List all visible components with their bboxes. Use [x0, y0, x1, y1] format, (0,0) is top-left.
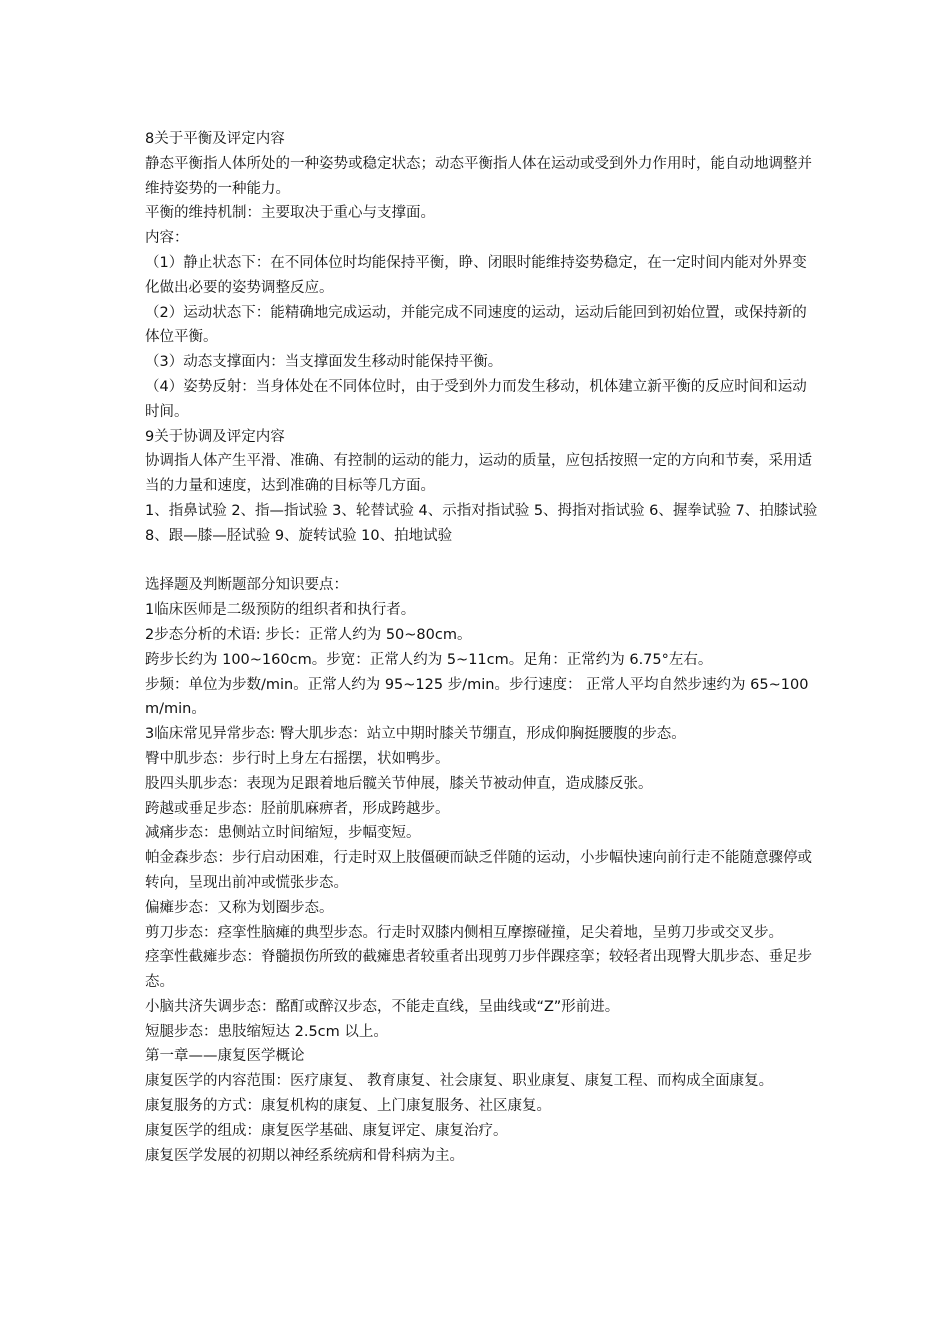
heading-balance: 8关于平衡及评定内容: [145, 131, 285, 147]
paragraph-ataxic-gait: 小脑共济失调步态：酩酊或醉汉步态，不能走直线，呈曲线或“Z”形前进。: [145, 998, 620, 1015]
paragraph-scissor-gait: 剪刀步态：痉挛性脑瘫的典型步态。行走时双膝内侧相互摩擦碰撞，足尖着地，呈剪刀步或交叉步。: [145, 924, 783, 941]
paragraph-coordination-tests: 1、指鼻试验 2、指—指试验 3、轮替试验 4、示指对指试验 5、拇指对指试验 6、握拳试验 7、拍膝试验 8、跟—膝—胫试验 9、旋转试验 10、拍地试验: [145, 502, 818, 544]
paragraph-point-1: 1临床医师是二级预防的组织者和执行者。: [145, 602, 416, 619]
list-item-dynamic-support: （3）动态支撑面内：当支撑面发生移动时能保持平衡。: [145, 354, 503, 371]
paragraph-point-3: 3临床常见异常步态: 臀大肌步态：站立中期时膝关节绷直，形成仰胸挺腰腹的步态。: [145, 726, 686, 743]
document-body: [145, 127, 820, 1168]
paragraph-cadence: 步频：单位为步数/min。正常人约为 95~125 步/min。步行速度： 正常人平均自然步速约为 65~100m/min。: [145, 676, 809, 718]
heading-key-points: 选择题及判断题部分知识要点：: [145, 577, 348, 594]
list-item-static: （1）静止状态下：在不同体位时均能保持平衡，睁、闭眼时能维持姿势稳定，在一定时间内能对外界变化做出必要的姿势调整反应。: [145, 254, 807, 296]
paragraph-stride: 跨步长约为 100~160cm。步宽：正常人约为 5~11cm。足角：正常约为 6.75°左右。: [145, 651, 713, 668]
paragraph-rehab-composition: 康复医学的组成：康复医学基础、康复评定、康复治疗。: [145, 1122, 508, 1139]
paragraph-spastic-paraplegic-gait: 痉挛性截瘫步态：脊髓损伤所致的截瘫患者较重者出现剪刀步伴踝痉挛；较轻者出现臀大肌步态、垂足步态。: [145, 949, 812, 991]
paragraph-hemiplegic-gait: 偏瘫步态：又称为划圈步态。: [145, 899, 334, 916]
paragraph-content-label: 内容：: [145, 230, 189, 247]
paragraph-balance-mechanism: 平衡的维持机制：主要取决于重心与支撑面。: [145, 205, 435, 222]
paragraph-short-leg-gait: 短腿步态：患肢缩短达 2.5cm 以上。: [145, 1023, 388, 1040]
list-item-motion: （2）运动状态下：能精确地完成运动，并能完成不同速度的运动，运动后能回到初始位置，或保持新的体位平衡。: [145, 304, 807, 346]
paragraph-foot-drop-gait: 跨越或垂足步态：胫前肌麻痹者，形成跨越步。: [145, 800, 450, 817]
paragraph-point-2: 2步态分析的术语: 步长：正常人约为 50~80cm。: [145, 626, 472, 643]
blank-line: [145, 549, 820, 574]
heading-coordination: 9关于协调及评定内容: [145, 428, 285, 445]
paragraph-gluteus-medius-gait: 臀中肌步态：步行时上身左右摇摆，状如鸭步。: [145, 750, 450, 767]
paragraph-balance-definition: 静态平衡指人体所处的一种姿势或稳定状态；动态平衡指人体在运动或受到外力作用时，能自动地调整并维持姿势的一种能力。: [145, 155, 812, 197]
paragraph-rehab-service: 康复服务的方式：康复机构的康复、上门康复服务、社区康复。: [145, 1098, 551, 1115]
paragraph-antalgic-gait: 减痛步态：患侧站立时间缩短，步幅变短。: [145, 825, 421, 842]
list-item-posture-reflex: （4）姿势反射：当身体处在不同体位时，由于受到外力而发生移动，机体建立新平衡的反应时间和运动时间。: [145, 378, 807, 420]
paragraph-coordination-definition: 协调指人体产生平滑、准确、有控制的运动的能力，运动的质量，应包括按照一定的方向和节奏，采用适当的力量和速度，达到准确的目标等几方面。: [145, 453, 812, 495]
paragraph-rehab-scope: 康复医学的内容范围：医疗康复、 教育康复、社会康复、职业康复、康复工程、而构成全面康复。: [145, 1073, 774, 1090]
heading-chapter-1: 第一章——康复医学概论: [145, 1048, 305, 1065]
paragraph-parkinson-gait: 帕金森步态：步行启动困难，行走时双上肢僵硬而缺乏伴随的运动，小步幅快速向前行走不能随意骤停或转向，呈现出前冲或慌张步态。: [145, 850, 812, 891]
paragraph-rehab-history: 康复医学发展的初期以神经系统病和骨科病为主。: [145, 1147, 464, 1164]
paragraph-quadriceps-gait: 股四头肌步态：表现为足跟着地后髋关节伸展，膝关节被动伸直，造成膝反张。: [145, 775, 653, 792]
